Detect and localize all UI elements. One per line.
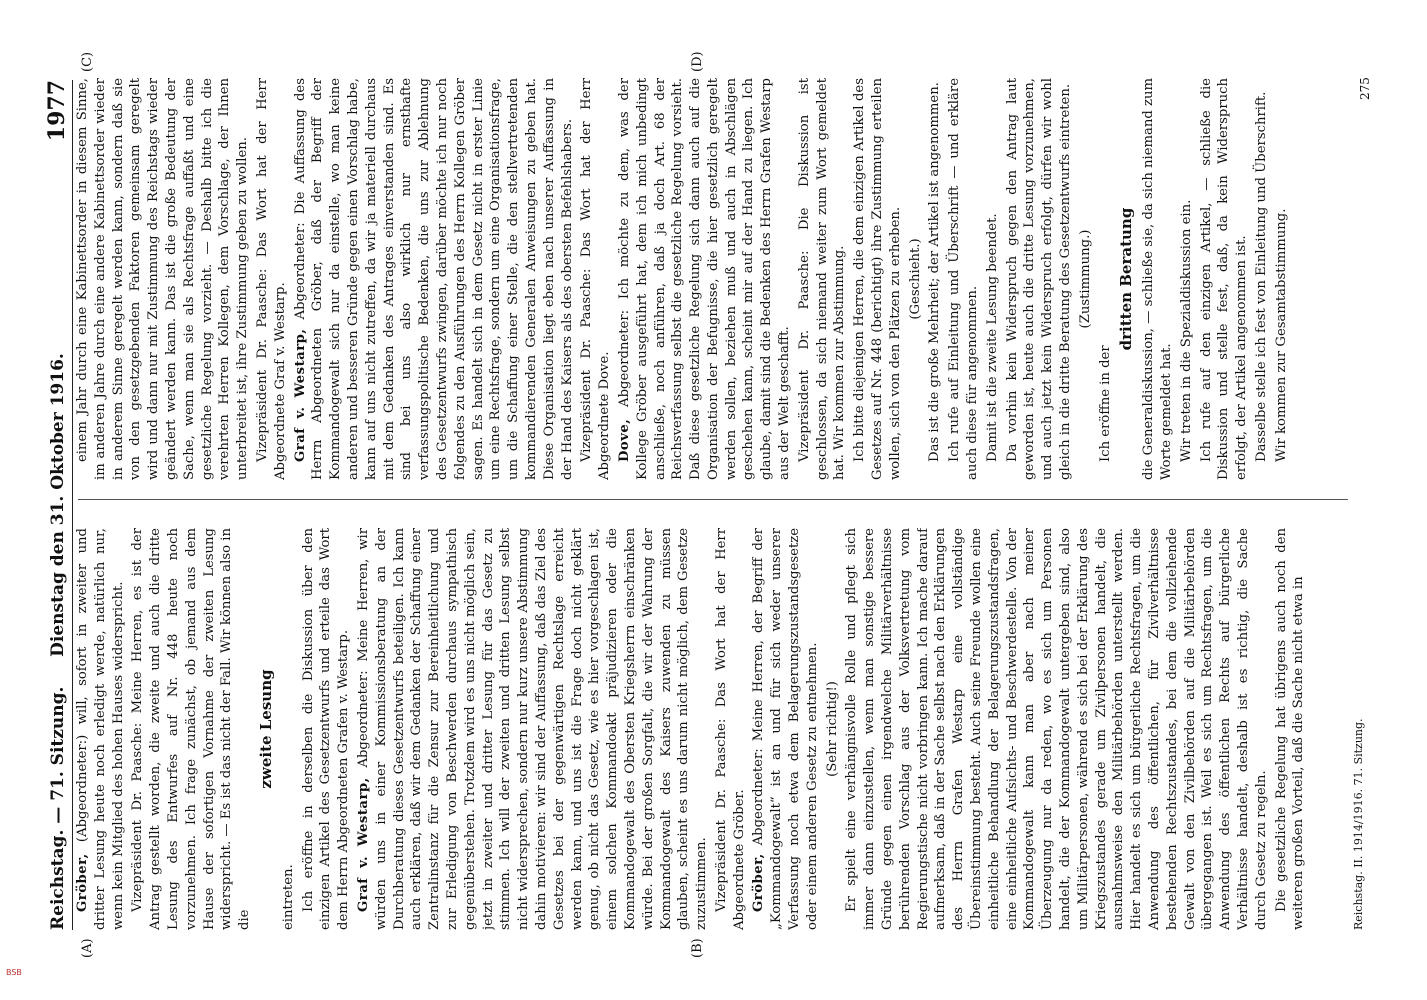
margin-mark-c: (C) (80, 51, 95, 72)
paragraph (74, 78, 252, 480)
paragraph (300, 528, 353, 930)
paragraph (1004, 78, 1075, 480)
footer-page-number: 275 (1358, 77, 1372, 100)
paragraph-text: eintreten. (280, 864, 296, 930)
paragraph (616, 78, 794, 480)
paragraph (74, 528, 127, 930)
speaker-name: Gröber, (75, 842, 90, 912)
paragraph-text: Damit ist die zweite Lesung beendet. (984, 213, 1000, 462)
margin-mark-d: (D) (690, 51, 705, 72)
paragraph-text: Das ist die große Mehrheit; der Artikel ist angenommen. (927, 82, 943, 462)
paragraph-text: Ich rufe auf Einleitung und Überschrift — und erkläre auch diese für angenommen. (947, 78, 981, 480)
page-number: 1977 (44, 80, 70, 142)
paragraph (578, 78, 614, 480)
paragraph-text: Da vorhin kein Widerspruch gegen den Antrag laut geworden ist, heute auch die dritte Lesung vorzunehmen, und auch jetzt kein Widerspruch erfolgt, dürfen wir wohl gleich in die dritte Beratung des Gesetzentwurfs eintreten. (1004, 78, 1074, 480)
paragraph (926, 78, 944, 480)
paragraph (254, 78, 290, 480)
paragraph (1273, 528, 1309, 930)
paragraph-text: Er spielt eine verhängnisvolle Rolle und pflegt sich immer dann einzustellen, wenn man sonstige bessere Gründe gegen einen irgendwelche Militärverhältnisse berührenden Vorschlag aus der Volksvertretung vom Regierungstische nicht vorbringen kann. Ich mache darauf aufmerksam, daß in der Sache selbst nach den Erklärungen des Herrn Grafen Westarp eine vollständige Übereinstimmung besteht. Auch seine Freunde wollen eine einheitliche Behandlung der Belagerungszustandsfragen, eine einheitliche Aufsichts- und Beschwerdestelle. Von der Kommandogewalt kann man aber nach meiner Überzeugung nur da reden, wo es sich um Personen handelt, die der Kommandogewalt untergeben sind, also um Militärpersonen, während es sich bei der Erklärung des Kriegszustandes gerade um Zivilpersonen handelt, die ausnahmsweise den Militärbehörden unterstellt werden. Hier handelt es sich um bürgerliche Rechtsfragen, um die Anwendung des öffentlichen, für Zivilverhältnisse bestehenden Rechtszustandes, bei dem die vollziehende Gewalt von den Zivilbehörden auf die Militärbehörden übergegangen ist. Weil es sich um Rechtsfragen, um die Anwendung des öffentlichen Rechts auf bürgerliche Verhältnisse handelt, deshalb ist es richtig, die Sache durch Gesetz zu regeln. (844, 528, 1269, 930)
stage-direction: (Zustimmung.) (1077, 229, 1093, 329)
paragraph-text: (Abgeordneter:) will, sofort in zweiter und dritter Lesung heute noch erledigt werde, natürlich nur, wenn kein Mitglied des hohen Hauses widerspricht. (75, 528, 126, 930)
left-column (74, 528, 1344, 930)
paragraph (1253, 78, 1271, 480)
paragraph (129, 528, 254, 930)
paragraph-text: Ich rufe auf den einzigen Artikel, — schließe die Diskussion und stelle fest, daß, da kein Widerspruch erfolgt, der Artikel angenommen ist. (1198, 78, 1250, 480)
margin-mark-b: (B) (690, 938, 705, 958)
paragraph-text: Vizepräsident Dr. Paasche: Meine Herren, es ist der Antrag gestellt worden, die zweite und auch die dritte Lesung des Entwurfes auf Nr. 448 heute noch vorzunehmen. Ich frage zunächst, ob jemand aus dem Hause der sofortigen Vornahme der zweiten Lesung widerspricht. — Es ist das nicht der Fall. Wir können also in die (130, 528, 253, 930)
speaker-name: Gröber, (751, 845, 767, 912)
page-footer: Reichstag. II. 1914/1916. 71. Sitzung. (1352, 718, 1365, 930)
paragraph (796, 78, 849, 480)
section-heading: dritten Beratung (1117, 207, 1136, 351)
paragraph (946, 78, 982, 480)
paragraph-text: Die gesetzliche Regelung hat übrigens auch noch den weiteren großen Vorteil, daß die Sache nicht etwa in (1273, 528, 1307, 930)
paragraph-text: Wir kommen zur Gesamtabstimmung. (1273, 208, 1289, 462)
digitization-credit (1405, 20, 1421, 980)
paragraph-text: Wir treten in die Spezialdiskussion ein. (1178, 199, 1194, 462)
paragraph (292, 78, 577, 480)
paragraph-text: Vizepräsident Dr. Paasche: Das Wort hat der Herr Abgeordnete Dove. (579, 78, 613, 480)
paragraph-text: Abgeordneter: Meine Herren, wir würden uns in einer Kommissionsberatung an der Durchberatung dieses Gesetzentwurfs beteiligen. Ich kann auch erklären, daß wir dem Gedanken der Schaffung einer Zentralinstanz für die Zensur zur Bereinheitlichung und zur Erledigung von Beschwerden durchaus sympathisch gegenüberstehen. Trotzdem wird es uns nicht möglich sein, jetzt in zweiter und dritter Lesung für das Gesetz zu stimmen. Ich will der zweiten und dritten Lesung selbst nicht widersprechen, sondern nur kurz unsere Abstimmung dahin motivieren: wir sind der Auffassung, daß das Ziel des Gesetzes bei der gegenwärtigen Rechtslage erreicht werden kann, und uns ist die Frage doch nicht geklärt genug, ob nicht das Gesetz, wie es hier vorgeschlagen ist, einem solchen Kommandoakt präjudizieren oder die Kommandogewalt des Obersten Kriegsherrn einschränken würde. Bei der großen Sorgfalt, die wir der Wahrung der Kommandogewalt des Kaisers zuwenden zu müssen glauben, scheint es uns darum nicht möglich, dem Gesetze zuzustimmen. (355, 528, 710, 930)
speaker-name: Graf v. Westarp, (292, 319, 308, 462)
right-column (74, 78, 1344, 480)
paragraph (1140, 78, 1176, 480)
paragraph (1097, 78, 1115, 480)
paragraph-text: Abgeordneter: Ich möchte zu dem, was der Kollege Gröber ausgeführt hat, dem ich mich unbedingt anschließe, noch anführen, daß ja doch Art. 68 der Reichsverfassung selbst die gesetzliche Regelung vorsieht. Daß diese gesetzliche Regelung sich dann auch auf die Organisation der Befugnisse, die hier gesetzlich geregelt werden sollen, beziehen muß und auch in Abschlägen geschehen kann, scheint mir auf der Hand zu liegen. Ich glaube, damit sind die Bedenken des Herrn Grafen Westarp aus der Welt geschafft. (616, 78, 793, 480)
paragraph-text: Ich bitte diejenigen Herren, die dem einzigen Artikel des Gesetzes auf Nr. 448 (berichtigt) ihre Zustimmung erteilen wollen, sich von den Plätzen zu erheben. (852, 78, 903, 480)
paragraph (843, 528, 1270, 930)
header-left: Reichstag. — 71. Sitzung. (48, 686, 68, 930)
paragraph-text: Vizepräsident Dr. Paasche: Die Diskussion ist geschlossen, da sich niemand weiter zum Wort gemeldet hat. Wir kommen zur Abstimmung. (796, 78, 848, 480)
paragraph (1178, 78, 1196, 480)
paragraph (851, 78, 904, 480)
stage-direction: (Geschieht.) (907, 238, 923, 320)
column-divider (78, 499, 1348, 500)
paragraph-text: Ich eröffne in derselben die Diskussion über den einzigen Artikel des Gesetzentwurfs und erteile das Wort dem Herrn Abgeordneten Grafen v. Westarp. (300, 528, 352, 930)
margin-mark-a: (A) (80, 938, 95, 958)
paragraph-text: Ich eröffne in der (1097, 345, 1113, 462)
library-mark: BSB (6, 968, 22, 977)
paragraph-text: Abgeordneter: Meine Herren, der Begriff der „Kommandogewalt“ ist an und für sich weder unserer Verfassung noch etwa dem Belagerungszustandsgesetze oder einem anderen Gesetz zu entnehmen. (751, 528, 820, 930)
paragraph-text: Vizepräsident Dr. Paasche: Das Wort hat der Herr Abgeordnete Graf v. Westarp. (254, 78, 288, 480)
paragraph-text: einem Jahr durch eine Kabinettsorder in diesem Sinne, im anderen Jahre durch eine andere Kabinettsorder wieder in anderem Sinne geregelt werden kann, sondern daß sie von den gesetzgebenden Faktoren gemeinsam geregelt wird und dann nur mit Zustimmung des Reichstags wieder geändert werden kann. Das ist die große Bedeutung der Sache, wenn man sie als Rechtsfrage auffaßt und eine gesetzliche Regelung vorzieht. — Deshalb bitte ich die verehrten Herren Kollegen, dem Vorschlage, der Ihnen unterbreitet ist, ihre Zustimmung geben zu wollen. (75, 78, 251, 480)
paragraph (750, 528, 821, 930)
stage-direction: (Sehr richtig!) (824, 681, 840, 777)
paragraph (280, 528, 298, 930)
paragraph-text: Vizepräsident Dr. Paasche: Das Wort hat der Herr Abgeordnete Gröber. (713, 528, 747, 930)
paragraph-text: die Generaldiskussion, — schließe sie, da sich niemand zum Worte gemeldet hat. (1141, 78, 1175, 480)
paragraph (713, 528, 749, 930)
speaker-name: Graf v. Westarp, (355, 767, 371, 912)
paragraph (1273, 78, 1291, 480)
header-date: Dienstag den 31. Oktober 1916. (48, 353, 68, 657)
section-heading: zweite Lesung (256, 669, 275, 789)
paragraph-text: Dasselbe stelle ich fest von Einleitung und Überschrift. (1254, 91, 1269, 462)
page-header (38, 80, 73, 930)
paragraph (355, 528, 711, 930)
speaker-name: Dove, (616, 406, 632, 462)
paragraph (984, 78, 1002, 480)
paragraph (1198, 78, 1251, 480)
paragraph-text: Abgeordneter: Die Auffassung des Herrn Abgeordneten Gröber, daß der Begriff der Kommandogewalt sich nur da einstelle, wo man keine anderen und besseren Gründe gegen einen Vorschlag habe, kann auf uns nicht zutreffen, da wir ja materiell durchaus mit dem Gedanken des Antrages einverstanden sind. Es sind bei uns also wirklich nur ernsthafte verfassungspolitische Bedenken, die uns zur Ablehnung des Gesetzentwurfs zwingen, darüber möchte ich nur noch folgendes zu den Ausführungen des Herrn Kollegen Gröber sagen. Es handelt sich in dem Gesetz nicht in erster Linie um eine Rechtsfrage, sondern um eine Organisationsfrage, um die Schaffung einer Stelle, die den stellvertretenden kommandierenden Generalen Anweisungen zu geben hat. Diese Organisation liegt eben nach unserer Auffassung in der Hand des Kaisers als des obersten Befehlshabers. (292, 78, 575, 480)
